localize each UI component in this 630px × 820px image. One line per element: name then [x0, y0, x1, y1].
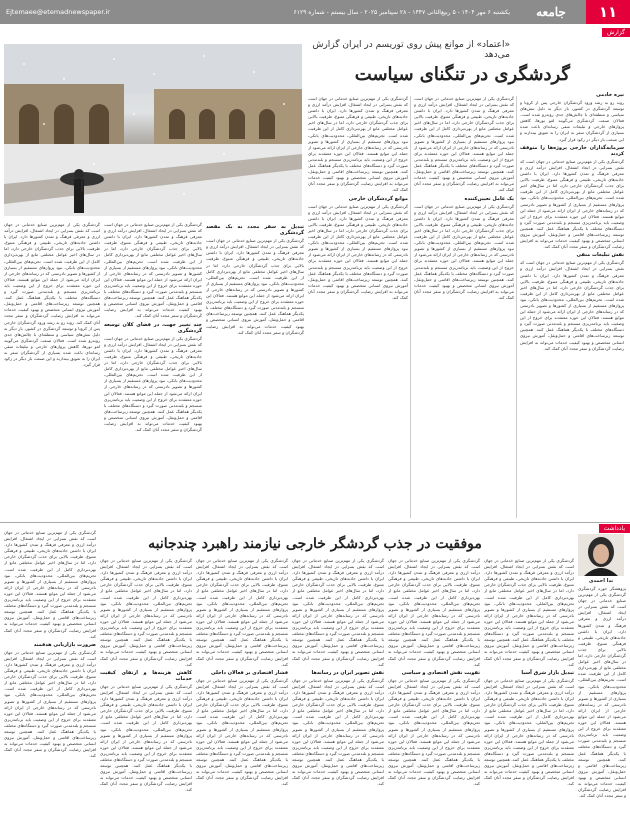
- column-text: گردشگری یکی از مهم‌ترین صنایع خدماتی در جهان است که نقش بسزایی در ایجاد اشتغال، افزایش درآمد ارزی و معرفی فرهنگ و تمدن کشورها دارد. ایران با داشتن جاذبه‌های تاریخی، طبیعی و فرهنگی متنوع، ظرفیت بالایی برای جذب گردشگران خارجی دارد، اما در سال‌های اخیر عوامل مختلفی مانع از بهره‌برداری کامل از این ظرفیت شده است. تحریم‌های بین‌المللی، محدودیت‌های بانکی، نبود پروازهای مستقیم از بسیاری از کشورها و تصویر نادرستی که در رسانه‌های خارجی از ایران ارائه می‌شود از جمله این موانع هستند. فعالان این حوزه معتقدند برای خروج از این وضعیت باید برنامه‌ریزی منسجم و بلندمدتی صورت گیرد و دستگاه‌های مختلف با یکدیگر هماهنگ عمل کنند. همچنین توسعه زیرساخت‌های اقامتی و حمل‌ونقل، آموزش نیروی انسانی متخصص و بهبود کیفیت خدمات می‌تواند به افزایش رضایت گردشگران و سفر مجدد آنان کمک کند.: [4, 649, 96, 759]
- column-text: گردشگری یکی از مهم‌ترین صنایع خدماتی در جهان است که نقش بسزایی در ایجاد اشتغال، افزایش درآمد ارزی و معرفی فرهنگ و تمدن کشورها دارد. ایران با داشتن جاذبه‌های تاریخی، طبیعی و فرهنگی متنوع، ظرفیت بالایی برای جذب گردشگران خارجی دارد، اما در سال‌های اخیر عوامل مختلفی مانع از بهره‌برداری کامل از این ظرفیت شده است. تحریم‌های بین‌المللی، محدودیت‌های بانکی، نبود پروازهای مستقیم از بسیاری از کشورها و تصویر نادرستی که در رسانه‌های خارجی از ایران ارائه می‌شود از جمله این موانع هستند. فعالان این حوزه معتقدند برای خروج از این وضعیت باید برنامه‌ریزی منسجم و بلندمدتی صورت گیرد و دستگاه‌های مختلف با یکدیگر هماهنگ عمل کنند. همچنین توسعه زیرساخت‌های اقامتی و حمل‌ونقل، آموزش نیروی انسانی متخصص و بهبود کیفیت خدمات می‌تواند به افزایش رضایت گردشگران و سفر مجدد آنان کمک کند.: [206, 238, 304, 335]
- column-divider: [516, 96, 517, 518]
- bottom-subheading-3: فشار اقتصادی بر فعالان داخلی: [211, 669, 288, 676]
- column-text: روند رو به رشد ورود گردشگران خارجی پس از کرونا و توسعه گردشگری در کشور، بار دیگر به دلیل تنش‌های سیاسی و منطقه‌ای با چالش‌های جدی روبه‌رو شده است. فعالان صنعت گردشگری می‌گویند لغو تورها، کاهش پروازهای خارجی و تبلیغات منفی رسانه‌ای باعث شده بسیاری از گردشگران سفر به ایران را به تعویق بیندازند و این صنعت بار دیگر در رکود قرار گیرد.: [4, 319, 100, 368]
- column-text: گردشگری یکی از مهم‌ترین صنایع خدماتی در جهان است که نقش بسزایی در ایجاد اشتغال، افزایش درآمد ارزی و معرفی فرهنگ و تمدن کشورها دارد. ایران با داشتن جاذبه‌های تاریخی، طبیعی و فرهنگی متنوع، ظرفیت بالایی برای جذب گردشگران خارجی دارد، اما در سال‌های اخیر عوامل مختلفی مانع از بهره‌برداری کامل از این ظرفیت شده است. تحریم‌های بین‌المللی، محدودیت‌های بانکی، نبود پروازهای مستقیم از بسیاری از کشورها و تصویر نادرستی که در رسانه‌های خارجی از ایران ارائه می‌شود از جمله این موانع هستند. فعالان این حوزه معتقدند برای خروج از این وضعیت باید برنامه‌ریزی منسجم و بلندمدتی صورت گیرد و دستگاه‌های مختلف با یکدیگر هماهنگ عمل کنند. همچنین توسعه زیرساخت‌های اقامتی و حمل‌ونقل، آموزش نیروی انسانی متخصص و بهبود کیفیت خدمات می‌تواند به افزایش رضایت گردشگران و سفر مجدد آنان کمک کند.: [104, 335, 202, 433]
- bottom-column-5: [196, 558, 288, 816]
- bottom-subheading-1: تبدیل بازار شرق آسیا: [521, 669, 574, 676]
- column-text: گردشگری یکی از مهم‌ترین صنایع خدماتی در جهان است که نقش بسزایی در ایجاد اشتغال، افزایش درآمد ارزی و معرفی فرهنگ و تمدن کشورها دارد. ایران با داشتن جاذبه‌های تاریخی، طبیعی و فرهنگی متنوع، ظرفیت بالایی برای جذب گردشگران خارجی دارد، اما در سال‌های اخیر عوامل مختلفی مانع از بهره‌برداری کامل از این ظرفیت شده است. تحریم‌های بین‌المللی، محدودیت‌های بانکی، نبود پروازهای مستقیم از بسیاری از کشورها و تصویر نادرستی که در رسانه‌های خارجی از ایران ارائه می‌شود از جمله این موانع هستند. فعالان این حوزه معتقدند برای خروج از این وضعیت باید برنامه‌ریزی منسجم و بلندمدتی صورت گیرد و دستگاه‌های مختلف با یکدیگر هماهنگ عمل کنند. همچنین توسعه زیرساخت‌های اقامتی و حمل‌ونقل، آموزش نیروی انسانی متخصص و بهبود کیفیت خدمات می‌تواند به افزایش رضایت گردشگران و سفر مجدد آنان کمک کند.: [414, 96, 514, 193]
- column-text: گردشگری یکی از مهم‌ترین صنایع خدماتی در جهان است که نقش بسزایی در ایجاد اشتغال، افزایش درآمد ارزی و معرفی فرهنگ و تمدن کشورها دارد. ایران با داشتن جاذبه‌های تاریخی، طبیعی و فرهنگی متنوع، ظرفیت بالایی برای جذب گردشگران خارجی دارد، اما در سال‌های اخیر عوامل مختلفی مانع از بهره‌برداری کامل از این ظرفیت شده است. تحریم‌های بین‌المللی، محدودیت‌های بانکی، نبود پروازهای مستقیم از بسیاری از کشورها و تصویر نادرستی که در رسانه‌های خارجی از ایران ارائه می‌شود از جمله این موانع هستند. فعالان این حوزه معتقدند برای خروج از این وضعیت باید برنامه‌ریزی منسجم و بلندمدتی صورت گیرد و دستگاه‌های مختلف با یکدیگر هماهنگ عمل کنند. همچنین توسعه زیرساخت‌های اقامتی و حمل‌ونقل، آموزش نیروی انسانی متخصص و بهبود کیفیت خدمات می‌تواند به افزایش رضایت گردشگران و سفر مجدد آنان کمک کند.: [484, 677, 574, 787]
- column-text: گردشگری یکی از مهم‌ترین صنایع خدماتی در جهان است که نقش بسزایی در ایجاد اشتغال، افزایش درآمد ارزی و معرفی فرهنگ و تمدن کشورها دارد. ایران با داشتن جاذبه‌های تاریخی، طبیعی و فرهنگی متنوع، ظرفیت بالایی برای جذب گردشگران خارجی دارد، اما در سال‌های اخیر عوامل مختلفی مانع از بهره‌برداری کامل از این ظرفیت شده است. تحریم‌های بین‌المللی، محدودیت‌های بانکی، نبود پروازهای مستقیم از بسیاری از کشورها و تصویر نادرستی که در رسانه‌های خارجی از ایران ارائه می‌شود از جمله این موانع هستند. فعالان این حوزه معتقدند برای خروج از این وضعیت باید برنامه‌ریزی منسجم و بلندمدتی صورت گیرد و دستگاه‌های مختلف با یکدیگر هماهنگ عمل کنند. همچنین توسعه زیرساخت‌های اقامتی و حمل‌ونقل، آموزش نیروی انسانی متخصص و بهبود کیفیت خدمات می‌تواند به افزایش رضایت گردشگران و سفر مجدد آنان کمک کند.: [414, 203, 514, 300]
- column-text: گردشگری یکی از مهم‌ترین صنایع خدماتی در جهان است که نقش بسزایی در ایجاد اشتغال، افزایش درآمد ارزی و معرفی فرهنگ و تمدن کشورها دارد. ایران با داشتن جاذبه‌های تاریخی، طبیعی و فرهنگی متنوع، ظرفیت بالایی برای جذب گردشگران خارجی دارد، اما در سال‌های اخیر عوامل مختلفی مانع از بهره‌برداری کامل از این ظرفیت شده است. تحریم‌های بین‌المللی، محدودیت‌های بانکی، نبود پروازهای مستقیم از بسیاری از کشورها و تصویر نادرستی که در رسانه‌های خارجی از ایران ارائه می‌شود از جمله این موانع هستند. فعالان این حوزه معتقدند برای خروج از این وضعیت باید برنامه‌ریزی منسجم و بلندمدتی صورت گیرد و دستگاه‌های مختلف با یکدیگر هماهنگ عمل کنند. همچنین توسعه زیرساخت‌های اقامتی و حمل‌ونقل، آموزش نیروی انسانی متخصص و بهبود کیفیت خدمات می‌تواند به افزایش رضایت گردشگران و سفر مجدد آنان کمک کند.: [578, 592, 626, 799]
- subheading-3: یک عامل تعیین‌کننده: [464, 195, 514, 202]
- column-text: گردشگری یکی از مهم‌ترین صنایع خدماتی در جهان است که نقش بسزایی در ایجاد اشتغال، افزایش درآمد ارزی و معرفی فرهنگ و تمدن کشورها دارد. ایران با داشتن جاذبه‌های تاریخی، طبیعی و فرهنگی متنوع، ظرفیت بالایی برای جذب گردشگران خارجی دارد، اما در سال‌های اخیر عوامل مختلفی مانع از بهره‌برداری کامل از این ظرفیت شده است. تحریم‌های بین‌المللی، محدودیت‌های بانکی، نبود پروازهای مستقیم از بسیاری از کشورها و تصویر نادرستی که در رسانه‌های خارجی از ایران ارائه می‌شود از جمله این موانع هستند. فعالان این حوزه معتقدند برای خروج از این وضعیت باید برنامه‌ریزی منسجم و بلندمدتی صورت گیرد و دستگاه‌های مختلف با یکدیگر هماهنگ عمل کنند. همچنین توسعه زیرساخت‌های اقامتی و حمل‌ونقل، آموزش نیروی انسانی متخصص و بهبود کیفیت خدمات می‌تواند به افزایش رضایت گردشگران و سفر مجدد آنان کمک کند.: [484, 558, 574, 667]
- bottom-column-2: [484, 558, 574, 816]
- portrait-illustration: [578, 534, 624, 576]
- top-article-author: نیره خادمی: [596, 92, 624, 98]
- section-title: جامعه: [536, 5, 566, 19]
- subheading-2: نقش تبلیغات منفی: [576, 252, 624, 259]
- report-label: گزارش: [602, 28, 630, 37]
- column-text: گردشگری یکی از مهم‌ترین صنایع خدماتی در جهان است که نقش بسزایی در ایجاد اشتغال، افزایش درآمد ارزی و معرفی فرهنگ و تمدن کشورها دارد. ایران با داشتن جاذبه‌های تاریخی، طبیعی و فرهنگی متنوع، ظرفیت بالایی برای جذب گردشگران خارجی دارد، اما در سال‌های اخیر عوامل مختلفی مانع از بهره‌برداری کامل از این ظرفیت شده است. تحریم‌های بین‌المللی، محدودیت‌های بانکی، نبود پروازهای مستقیم از بسیاری از کشورها و تصویر نادرستی که در رسانه‌های خارجی از ایران ارائه می‌شود از جمله این موانع هستند. فعالان این حوزه معتقدند برای خروج از این وضعیت باید برنامه‌ریزی منسجم و بلندمدتی صورت گیرد و دستگاه‌های مختلف با یکدیگر هماهنگ عمل کنند. همچنین توسعه زیرساخت‌های اقامتی و حمل‌ونقل، آموزش نیروی انسانی متخصص و بهبود کیفیت خدمات می‌تواند به افزایش رضایت گردشگران و سفر مجدد آنان کمک کند.: [308, 96, 408, 193]
- column-text: گردشگری یکی از مهم‌ترین صنایع خدماتی در جهان است که نقش بسزایی در ایجاد اشتغال، افزایش درآمد ارزی و معرفی فرهنگ و تمدن کشورها دارد. ایران با داشتن جاذبه‌های تاریخی، طبیعی و فرهنگی متنوع، ظرفیت بالایی برای جذب گردشگران خارجی دارد، اما در سال‌های اخیر عوامل مختلفی مانع از بهره‌برداری کامل از این ظرفیت شده است. تحریم‌های بین‌المللی، محدودیت‌های بانکی، نبود پروازهای مستقیم از بسیاری از کشورها و تصویر نادرستی که در رسانه‌های خارجی از ایران ارائه می‌شود از جمله این موانع هستند. فعالان این حوزه معتقدند برای خروج از این وضعیت باید برنامه‌ریزی منسجم و بلندمدتی صورت گیرد و دستگاه‌های مختلف با یکدیگر هماهنگ عمل کنند. همچنین توسعه زیرساخت‌های اقامتی و حمل‌ونقل، آموزش نیروی انسانی متخصص و بهبود کیفیت خدمات می‌تواند به افزایش رضایت گردشگران و سفر مجدد آنان کمک کند.: [292, 558, 384, 667]
- bottom-column-1: [578, 586, 626, 816]
- bottom-subheading-6: ضرورت بازاریابی هدفمند: [33, 641, 96, 648]
- column-text: گردشگری یکی از مهم‌ترین صنایع خدماتی در جهان است که نقش بسزایی در ایجاد اشتغال، افزایش درآمد ارزی و معرفی فرهنگ و تمدن کشورها دارد. ایران با داشتن جاذبه‌های تاریخی، طبیعی و فرهنگی متنوع، ظرفیت بالایی برای جذب گردشگران خارجی دارد، اما در سال‌های اخیر عوامل مختلفی مانع از بهره‌برداری کامل از این ظرفیت شده است. تحریم‌های بین‌المللی، محدودیت‌های بانکی، نبود پروازهای مستقیم از بسیاری از کشورها و تصویر نادرستی که در رسانه‌های خارجی از ایران ارائه می‌شود از جمله این موانع هستند. فعالان این حوزه معتقدند برای خروج از این وضعیت باید برنامه‌ریزی منسجم و بلندمدتی صورت گیرد و دستگاه‌های مختلف با یکدیگر هماهنگ عمل کنند. همچنین توسعه زیرساخت‌های اقامتی و حمل‌ونقل، آموزش نیروی انسانی متخصص و بهبود کیفیت خدمات می‌تواند به افزایش رضایت گردشگران و سفر مجدد آنان کمک کند.: [388, 558, 480, 667]
- column-text: گردشگری یکی از مهم‌ترین صنایع خدماتی در جهان است که نقش بسزایی در ایجاد اشتغال، افزایش درآمد ارزی و معرفی فرهنگ و تمدن کشورها دارد. ایران با داشتن جاذبه‌های تاریخی، طبیعی و فرهنگی متنوع، ظرفیت بالایی برای جذب گردشگران خارجی دارد، اما در سال‌های اخیر عوامل مختلفی مانع از بهره‌برداری کامل از این ظرفیت شده است. تحریم‌های بین‌المللی، محدودیت‌های بانکی، نبود پروازهای مستقیم از بسیاری از کشورها و تصویر نادرستی که در رسانه‌های خارجی از ایران ارائه می‌شود از جمله این موانع هستند. فعالان این حوزه معتقدند برای خروج از این وضعیت باید برنامه‌ریزی منسجم و بلندمدتی صورت گیرد و دستگاه‌های مختلف با یکدیگر هماهنگ عمل کنند. همچنین توسعه زیرساخت‌های اقامتی و حمل‌ونقل، آموزش نیروی انسانی متخصص و بهبود کیفیت خدمات می‌تواند به افزایش رضایت گردشگران و سفر مجدد آنان کمک کند.: [196, 677, 288, 787]
- bottom-article-title: موفقیت در جذب گردشگر خارجی نیازمند راهبرد چندجانبه: [148, 536, 482, 552]
- column-text: گردشگری یکی از مهم‌ترین صنایع خدماتی در جهان است که نقش بسزایی در ایجاد اشتغال، افزایش درآمد ارزی و معرفی فرهنگ و تمدن کشورها دارد. ایران با داشتن جاذبه‌های تاریخی، طبیعی و فرهنگی متنوع، ظرفیت بالایی برای جذب گردشگران خارجی دارد، اما در سال‌های اخیر عوامل مختلفی مانع از بهره‌برداری کامل از این ظرفیت شده است. تحریم‌های بین‌المللی، محدودیت‌های بانکی، نبود پروازهای مستقیم از بسیاری از کشورها و تصویر نادرستی که در رسانه‌های خارجی از ایران ارائه می‌شود از جمله این موانع هستند. فعالان این حوزه معتقدند برای خروج از این وضعیت باید برنامه‌ریزی منسجم و بلندمدتی صورت گیرد و دستگاه‌های مختلف با یکدیگر هماهنگ عمل کنند. همچنین توسعه زیرساخت‌های اقامتی و حمل‌ونقل، آموزش نیروی انسانی متخصص و بهبود کیفیت خدمات می‌تواند به افزایش رضایت گردشگران و سفر مجدد آنان کمک کند.: [520, 260, 624, 351]
- article-kicker: «اعتماد» از موانع پیش روی توریسم در ایران گزارش می‌دهد: [312, 40, 510, 60]
- article-title: گردشگری در تنگنای سیاست: [354, 64, 570, 85]
- author-role: پژوهشگر حوزه گردشگری: [578, 586, 626, 591]
- top-headline-block: [300, 40, 630, 85]
- column-text: گردشگری یکی از مهم‌ترین صنایع خدماتی در جهان است که نقش بسزایی در ایجاد اشتغال، افزایش درآمد ارزی و معرفی فرهنگ و تمدن کشورها دارد. ایران با داشتن جاذبه‌های تاریخی، طبیعی و فرهنگی متنوع، ظرفیت بالایی برای جذب گردشگران خارجی دارد، اما در سال‌های اخیر عوامل مختلفی مانع از بهره‌برداری کامل از این ظرفیت شده است. تحریم‌های بین‌المللی، محدودیت‌های بانکی، نبود پروازهای مستقیم از بسیاری از کشورها و تصویر نادرستی که در رسانه‌های خارجی از ایران ارائه می‌شود از جمله این موانع هستند. فعالان این حوزه معتقدند برای خروج از این وضعیت باید برنامه‌ریزی منسجم و بلندمدتی صورت گیرد و دستگاه‌های مختلف با یکدیگر هماهنگ عمل کنند. همچنین توسعه زیرساخت‌های اقامتی و حمل‌ونقل، آموزش نیروی انسانی متخصص و بهبود کیفیت خدمات می‌تواند به افزایش رضایت گردشگران و سفر مجدد آنان کمک کند.: [292, 677, 384, 787]
- column-text: گردشگری یکی از مهم‌ترین صنایع خدماتی در جهان است که نقش بسزایی در ایجاد اشتغال، افزایش درآمد ارزی و معرفی فرهنگ و تمدن کشورها دارد. ایران با داشتن جاذبه‌های تاریخی، طبیعی و فرهنگی متنوع، ظرفیت بالایی برای جذب گردشگران خارجی دارد، اما در سال‌های اخیر عوامل مختلفی مانع از بهره‌برداری کامل از این ظرفیت شده است. تحریم‌های بین‌المللی، محدودیت‌های بانکی، نبود پروازهای مستقیم از بسیاری از کشورها و تصویر نادرستی که در رسانه‌های خارجی از ایران ارائه می‌شود از جمله این موانع هستند. فعالان این حوزه معتقدند برای خروج از این وضعیت باید برنامه‌ریزی منسجم و بلندمدتی صورت گیرد و دستگاه‌های مختلف با یکدیگر هماهنگ عمل کنند. همچنین توسعه زیرساخت‌های اقامتی و حمل‌ونقل، آموزش نیروی انسانی متخصص و بهبود کیفیت خدمات می‌تواند به افزایش رضایت گردشگران و سفر مجدد آنان کمک کند.: [388, 677, 480, 787]
- column-text: گردشگری یکی از مهم‌ترین صنایع خدماتی در جهان است که نقش بسزایی در ایجاد اشتغال، افزایش درآمد ارزی و معرفی فرهنگ و تمدن کشورها دارد. ایران با داشتن جاذبه‌های تاریخی، طبیعی و فرهنگی متنوع، ظرفیت بالایی برای جذب گردشگران خارجی دارد، اما در سال‌های اخیر عوامل مختلفی مانع از بهره‌برداری کامل از این ظرفیت شده است. تحریم‌های بین‌المللی، محدودیت‌های بانکی، نبود پروازهای مستقیم از بسیاری از کشورها و تصویر نادرستی که در رسانه‌های خارجی از ایران ارائه می‌شود از جمله این موانع هستند. فعالان این حوزه معتقدند برای خروج از این وضعیت باید برنامه‌ریزی منسجم و بلندمدتی صورت گیرد و دستگاه‌های مختلف با یکدیگر هماهنگ عمل کنند. همچنین توسعه زیرساخت‌های اقامتی و حمل‌ونقل، آموزش نیروی انسانی متخصص و بهبود کیفیت خدمات می‌تواند به افزایش رضایت گردشگران و سفر مجدد آنان کمک کند.: [4, 222, 100, 325]
- column-text: گردشگری یکی از مهم‌ترین صنایع خدماتی در جهان است که نقش بسزایی در ایجاد اشتغال، افزایش درآمد ارزی و معرفی فرهنگ و تمدن کشورها دارد. ایران با داشتن جاذبه‌های تاریخی، طبیعی و فرهنگی متنوع، ظرفیت بالایی برای جذب گردشگران خارجی دارد، اما در سال‌های اخیر عوامل مختلفی مانع از بهره‌برداری کامل از این ظرفیت شده است. تحریم‌های بین‌المللی، محدودیت‌های بانکی، نبود پروازهای مستقیم از بسیاری از کشورها و تصویر نادرستی که در رسانه‌های خارجی از ایران ارائه می‌شود از جمله این موانع هستند. فعالان این حوزه معتقدند برای خروج از این وضعیت باید برنامه‌ریزی منسجم و بلندمدتی صورت گیرد و دستگاه‌های مختلف با یکدیگر هماهنگ عمل کنند. همچنین توسعه زیرساخت‌های اقامتی و حمل‌ونقل، آموزش نیروی انسانی متخصص و بهبود کیفیت خدمات می‌تواند به افزایش رضایت گردشگران و سفر مجدد آنان کمک کند.: [520, 158, 624, 250]
- lead-paragraph: روند رو به رشد ورود گردشگران خارجی پس از کرونا و توسعه گردشگری در کشور، بار دیگر به دلیل تنش‌های سیاسی و منطقه‌ای با چالش‌های جدی روبه‌رو شده است. فعالان صنعت گردشگری می‌گویند لغو تورها، کاهش پروازهای خارجی و تبلیغات منفی رسانه‌ای باعث شده بسیاری از گردشگران سفر به ایران را به تعویق بیندازند و این صنعت بار دیگر در رکود قرار گیرد.: [520, 100, 624, 142]
- subheading-6: تبدیل به سفر مجدد به یک مقصد گردشگری: [206, 224, 304, 237]
- column-text: گردشگری یکی از مهم‌ترین صنایع خدماتی در جهان است که نقش بسزایی در ایجاد اشتغال، افزایش درآمد ارزی و معرفی فرهنگ و تمدن کشورها دارد. ایران با داشتن جاذبه‌های تاریخی، طبیعی و فرهنگی متنوع، ظرفیت بالایی برای جذب گردشگران خارجی دارد، اما در سال‌های اخیر عوامل مختلفی مانع از بهره‌برداری کامل از این ظرفیت شده است. تحریم‌های بین‌المللی، محدودیت‌های بانکی، نبود پروازهای مستقیم از بسیاری از کشورها و تصویر نادرستی که در رسانه‌های خارجی از ایران ارائه می‌شود از جمله این موانع هستند. فعالان این حوزه معتقدند برای خروج از این وضعیت باید برنامه‌ریزی منسجم و بلندمدتی صورت گیرد و دستگاه‌های مختلف با یکدیگر هماهنگ عمل کنند. همچنین توسعه زیرساخت‌های اقامتی و حمل‌ونقل، آموزش نیروی انسانی متخصص و بهبود کیفیت خدمات می‌تواند به افزایش رضایت گردشگران و سفر مجدد آنان کمک کند.: [196, 558, 288, 667]
- bottom-subheading-4: نقش تصویر ایران در رسانه‌ها: [311, 669, 384, 676]
- column-text: گردشگری یکی از مهم‌ترین صنایع خدماتی در جهان است که نقش بسزایی در ایجاد اشتغال، افزایش درآمد ارزی و معرفی فرهنگ و تمدن کشورها دارد. ایران با داشتن جاذبه‌های تاریخی، طبیعی و فرهنگی متنوع، ظرفیت بالایی برای جذب گردشگران خارجی دارد، اما در سال‌های اخیر عوامل مختلفی مانع از بهره‌برداری کامل از این ظرفیت شده است. تحریم‌های بین‌المللی، محدودیت‌های بانکی، نبود پروازهای مستقیم از بسیاری از کشورها و تصویر نادرستی که در رسانه‌های خارجی از ایران ارائه می‌شود از جمله این موانع هستند. فعالان این حوزه معتقدند برای خروج از این وضعیت باید برنامه‌ریزی منسجم و بلندمدتی صورت گیرد و دستگاه‌های مختلف با یکدیگر هماهنگ عمل کنند. همچنین توسعه زیرساخت‌های اقامتی و حمل‌ونقل، آموزش نیروی انسانی متخصص و بهبود کیفیت خدمات می‌تواند به افزایش رضایت گردشگران و سفر مجدد آنان کمک کند.: [4, 530, 96, 639]
- top-article-column-2: [414, 96, 514, 520]
- subheading-4: موانع گردشگران خارجی: [348, 195, 408, 202]
- bottom-column-7: [4, 530, 96, 816]
- column-text: گردشگری یکی از مهم‌ترین صنایع خدماتی در جهان است که نقش بسزایی در ایجاد اشتغال، افزایش درآمد ارزی و معرفی فرهنگ و تمدن کشورها دارد. ایران با داشتن جاذبه‌های تاریخی، طبیعی و فرهنگی متنوع، ظرفیت بالایی برای جذب گردشگران خارجی دارد، اما در سال‌های اخیر عوامل مختلفی مانع از بهره‌برداری کامل از این ظرفیت شده است. تحریم‌های بین‌المللی، محدودیت‌های بانکی، نبود پروازهای مستقیم از بسیاری از کشورها و تصویر نادرستی که در رسانه‌های خارجی از ایران ارائه می‌شود از جمله این موانع هستند. فعالان این حوزه معتقدند برای خروج از این وضعیت باید برنامه‌ریزی منسجم و بلندمدتی صورت گیرد و دستگاه‌های مختلف با یکدیگر هماهنگ عمل کنند. همچنین توسعه زیرساخت‌های اقامتی و حمل‌ونقل، آموزش نیروی انسانی متخصص و بهبود کیفیت خدمات می‌تواند به افزایش رضایت گردشگران و سفر مجدد آنان کمک کند.: [104, 222, 202, 319]
- page-number: ۱۱: [586, 0, 630, 24]
- bottom-column-4: [292, 558, 384, 816]
- bottom-column-3: [388, 558, 480, 816]
- column-text: گردشگری یکی از مهم‌ترین صنایع خدماتی در جهان است که نقش بسزایی در ایجاد اشتغال، افزایش درآمد ارزی و معرفی فرهنگ و تمدن کشورها دارد. ایران با داشتن جاذبه‌های تاریخی، طبیعی و فرهنگی متنوع، ظرفیت بالایی برای جذب گردشگران خارجی دارد، اما در سال‌های اخیر عوامل مختلفی مانع از بهره‌برداری کامل از این ظرفیت شده است. تحریم‌های بین‌المللی، محدودیت‌های بانکی، نبود پروازهای مستقیم از بسیاری از کشورها و تصویر نادرستی که در رسانه‌های خارجی از ایران ارائه می‌شود از جمله این موانع هستند. فعالان این حوزه معتقدند برای خروج از این وضعیت باید برنامه‌ریزی منسجم و بلندمدتی صورت گیرد و دستگاه‌های مختلف با یکدیگر هماهنگ عمل کنند. همچنین توسعه زیرساخت‌های اقامتی و حمل‌ونقل، آموزش نیروی انسانی متخصص و بهبود کیفیت خدمات می‌تواند به افزایش رضایت گردشگران و سفر مجدد آنان کمک کند.: [308, 203, 408, 300]
- snowy-mosque-photo: [4, 44, 302, 216]
- subheading-1: سرمایه‌گذاران خارجی پروژه‌ها را متوقف کردند: [520, 144, 624, 157]
- bottom-subheading-2: تقویت نقش اقتصادی و سیاسی: [401, 669, 480, 676]
- author-caption: ندا احمدی: [588, 578, 614, 584]
- column-text: گردشگری یکی از مهم‌ترین صنایع خدماتی در جهان است که نقش بسزایی در ایجاد اشتغال، افزایش درآمد ارزی و معرفی فرهنگ و تمدن کشورها دارد. ایران با داشتن جاذبه‌های تاریخی، طبیعی و فرهنگی متنوع، ظرفیت بالایی برای جذب گردشگران خارجی دارد، اما در سال‌های اخیر عوامل مختلفی مانع از بهره‌برداری کامل از این ظرفیت شده است. تحریم‌های بین‌المللی، محدودیت‌های بانکی، نبود پروازهای مستقیم از بسیاری از کشورها و تصویر نادرستی که در رسانه‌های خارجی از ایران ارائه می‌شود از جمله این موانع هستند. فعالان این حوزه معتقدند برای خروج از این وضعیت باید برنامه‌ریزی منسجم و بلندمدتی صورت گیرد و دستگاه‌های مختلف با یکدیگر هماهنگ عمل کنند. همچنین توسعه زیرساخت‌های اقامتی و حمل‌ونقل، آموزش نیروی انسانی متخصص و بهبود کیفیت خدمات می‌تواند به افزایش رضایت گردشگران و سفر مجدد آنان کمک کند.: [100, 558, 192, 667]
- author-portrait: [578, 534, 624, 576]
- dateline: یکشنبه ۶ مهر ۱۴۰۴ - ۵ ربیع‌الثانی ۱۴۴۷ - ۲۸ سپتامبر ۲۰۲۵ - سال بیستم - شماره ۶۱۲۹: [293, 8, 510, 16]
- top-article-column-6: [4, 222, 100, 520]
- bottom-column-6: [100, 558, 192, 816]
- page-header: [0, 0, 630, 24]
- note-label: یادداشت: [599, 524, 630, 533]
- photo-illustration: [4, 44, 302, 216]
- column-text: گردشگری یکی از مهم‌ترین صنایع خدماتی در جهان است که نقش بسزایی در ایجاد اشتغال، افزایش درآمد ارزی و معرفی فرهنگ و تمدن کشورها دارد. ایران با داشتن جاذبه‌های تاریخی، طبیعی و فرهنگی متنوع، ظرفیت بالایی برای جذب گردشگران خارجی دارد، اما در سال‌های اخیر عوامل مختلفی مانع از بهره‌برداری کامل از این ظرفیت شده است. تحریم‌های بین‌المللی، محدودیت‌های بانکی، نبود پروازهای مستقیم از بسیاری از کشورها و تصویر نادرستی که در رسانه‌های خارجی از ایران ارائه می‌شود از جمله این موانع هستند. فعالان این حوزه معتقدند برای خروج از این وضعیت باید برنامه‌ریزی منسجم و بلندمدتی صورت گیرد و دستگاه‌های مختلف با یکدیگر هماهنگ عمل کنند. همچنین توسعه زیرساخت‌های اقامتی و حمل‌ونقل، آموزش نیروی انسانی متخصص و بهبود کیفیت خدمات می‌تواند به افزایش رضایت گردشگران و سفر مجدد آنان کمک کند.: [100, 683, 192, 793]
- top-article-column-1: [520, 100, 624, 520]
- top-article-column-4: [206, 222, 304, 520]
- subheading-5: چند تغییر جهت، در فضای کلان توسعه گردشگری: [104, 321, 202, 334]
- top-article-column-3: [308, 96, 408, 520]
- section-divider: [0, 522, 630, 523]
- section-email[interactable]: Ejtemaee@etemadnewspaper.ir: [6, 8, 110, 16]
- top-article-column-5: [104, 222, 202, 520]
- bottom-subheading-5: کاهش هزینه‌ها و ارتقای کیفیت خدمات: [100, 669, 192, 682]
- column-divider: [410, 96, 411, 518]
